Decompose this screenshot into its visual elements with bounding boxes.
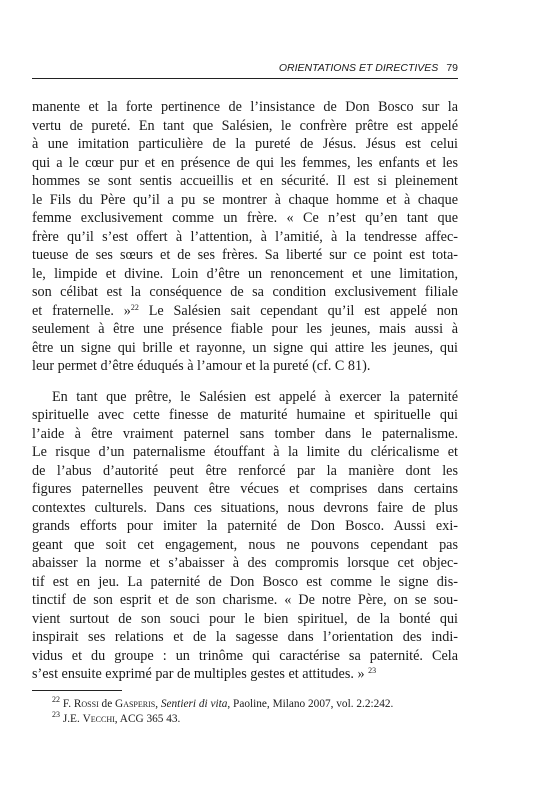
text-line: tinctif de son esprit et de son charisme. « De notre Père, on se sou- [32, 592, 458, 608]
running-header [32, 62, 458, 79]
text-line: son célibat est la conséquence de sa condition exclusivement filiale [32, 284, 458, 300]
body-text [32, 98, 458, 684]
text-line: figures paternelles peuvent être vécues et comprises dans certains [32, 481, 458, 497]
text-line: vient surtout de son souci pour le bien spirituel, de la bonté qui [32, 610, 458, 627]
text-line: abaisser la norme et s’abaisser à des compromis lorsque cet objec- [32, 555, 458, 571]
footnote-23 [52, 709, 458, 727]
text-line: vidus et du groupe : un trinôme qui caractérise sa paternité. Cela [32, 647, 458, 664]
text-line: être un signe qui brille et rayonne, un signe qui attire les jeunes, qui [32, 339, 458, 356]
text-segment: s’est ensuite exprimé par de multiples gestes et attitudes. » [32, 666, 365, 682]
footnote-mark: 23 [52, 709, 60, 719]
text-line: tueuse de ses sœurs et de ses frères. Sa liberté sur ce point est tota- [32, 247, 458, 263]
text-line: le, limpide et divine. Loin d’être un renoncement et une limitation, [32, 265, 458, 282]
footnote-author: de [98, 698, 116, 710]
footnote-mark: 22 [52, 695, 60, 704]
text-segment: et fraternelle. » [32, 302, 131, 319]
footnotes [52, 697, 458, 726]
footnote-ref-22[interactable]: 22 [130, 302, 139, 312]
text-line: frère qu’il s’est offert à l’attention, à l’amitié, à la tendresse affec- [32, 228, 458, 245]
text-line: à une imitation particulière de la pureté de Jésus. Jésus est celui [32, 136, 458, 152]
text-line: de l’abus d’autorité peut être renforcé par la manière dont les [32, 462, 458, 479]
text-line: seulement à être une présence fiable pour les jeunes, mais aussi à [32, 321, 458, 337]
text-line: geant que soit cet engagement, nous ne pouvons cependant pas [32, 536, 458, 553]
text-line: le Fils du Père qu’il a pu se montrer à chaque homme et à chaque [32, 191, 458, 208]
footnote-citation: , Paoline, Milano 2007, vol. 2.2:242. [227, 698, 394, 710]
text-line: contextes culturels. Dans ces situations, nous devrons faire de plus [32, 499, 458, 516]
page-number: 79 [446, 62, 458, 74]
paragraph-1 [32, 98, 458, 376]
text-segment: Le Salésien sait cependant qu’il est appelé non [138, 302, 458, 319]
text-line: grands efforts pour imiter la paternité de Don Bosco. Aussi exi- [32, 518, 458, 534]
running-title: ORIENTATIONS ET DIRECTIVES [278, 62, 439, 74]
text-line [32, 665, 458, 684]
text-line: vertu de pureté. En tant que Salésien, le confrère prêtre est appelé [32, 117, 458, 134]
paragraph-2 [32, 388, 458, 684]
footnote-title: Sentieri di vita [160, 698, 228, 710]
footnote-author: Vecchi [82, 712, 115, 725]
text-line: l’aide à être vraiment paternel sans tomber dans le paternalisme. [32, 425, 458, 442]
footnote-ref-23[interactable]: 23 [368, 666, 377, 675]
footnote-author: Rossi [73, 698, 99, 710]
footnote-author: Gasperis [115, 698, 156, 710]
text-line: Le risque d’un paternalisme étouffant à la limite du cléricalisme et [32, 444, 458, 460]
text-line: hommes se sont sentis accueillis et en sécurité. Il est si pleinement [32, 173, 458, 189]
footnote-divider [32, 690, 122, 691]
text-line: inspirait ses relations et de la sagesse dans l’orientation des indi- [32, 629, 458, 645]
text-line: manente et la forte pertinence de l’insistance de Don Bosco sur la [32, 99, 458, 115]
text-line: qui a le cœur pur et en présence de qui les femmes, les enfants et les [32, 154, 458, 171]
text-line: En tant que prêtre, le Salésien est appelé à exercer la paternité [52, 388, 458, 405]
text-line: spirituelle avec cette finesse de maturité humaine et spirituelle qui [32, 407, 458, 423]
text-line: femme exclusivement comme un frère. « Ce n’est qu’en tant que [32, 210, 458, 226]
footnote-author: J.E. [62, 712, 80, 725]
text-line [32, 302, 458, 321]
footnote-22: $^{22}$ F. Rossi de Gasperis, Sentieri di vita, Paoline, Milano 2007, vol. 2.2:242. [52, 695, 394, 710]
text-line: leur permet d’être éduqués à l’amour et la pureté (cf. C 81). [32, 358, 371, 374]
footnote-citation: , ACG 365 43. [114, 712, 181, 725]
footnote-author: F. [62, 698, 72, 710]
text-line: tif est en jeu. La paternité de Don Bosco est comme le signe dis- [32, 573, 458, 590]
